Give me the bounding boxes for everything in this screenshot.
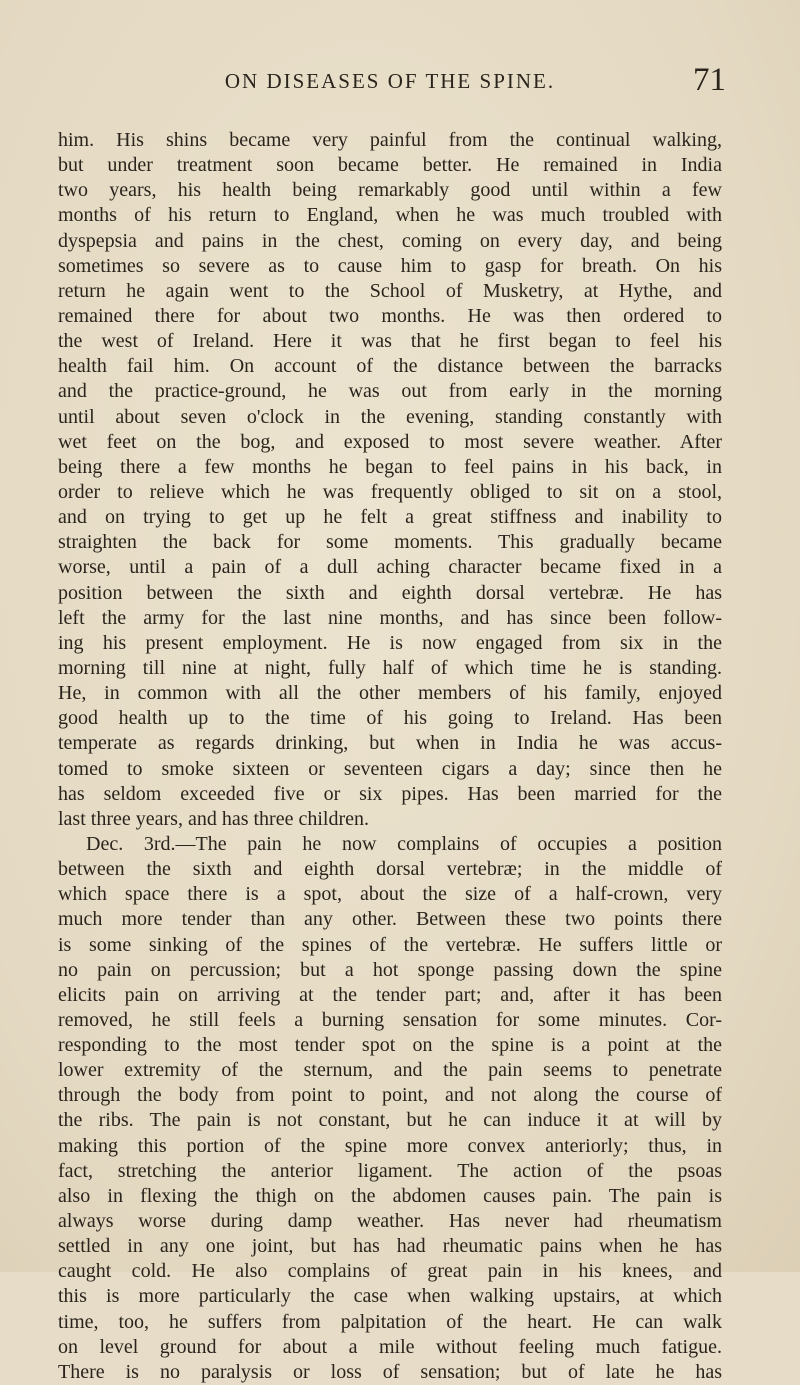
running-head xyxy=(60,62,726,106)
text-line: time, too, he suffers from palpitation of the heart. He can walk xyxy=(58,1310,722,1333)
text-line: position between the sixth and eighth dorsal vertebræ. He has xyxy=(58,581,722,604)
text-line: being there a few months he began to feel pains in his back, in xyxy=(58,455,722,478)
text-line: the ribs. The pain is not constant, but he can induce it at will by xyxy=(58,1109,722,1132)
text-line: elicits pain on arriving at the tender part; and, after it has been xyxy=(58,983,722,1006)
text-line: months of his return to England, when he was much troubled with xyxy=(58,204,722,227)
text-line: order to relieve which he was frequently obliged to sit on a stool, xyxy=(58,480,722,503)
text-line: health fail him. On account of the distance between the barracks xyxy=(58,355,722,378)
text-line: two years, his health being remarkably good until within a few xyxy=(58,179,722,202)
text-line: the west of Ireland. Here it was that he first began to feel his xyxy=(58,330,722,353)
text-line: responding to the most tender spot on the spine is a point at the xyxy=(58,1034,722,1057)
text-line: also in flexing the thigh on the abdomen causes pain. The pain is xyxy=(58,1184,722,1207)
text-line: no pain on percussion; but a hot sponge passing down the spine xyxy=(58,958,722,981)
text-line: last three years, and has three children. xyxy=(58,807,369,830)
text-line: always worse during damp weather. Has never had rheumatism xyxy=(58,1210,722,1233)
text-line: removed, he still feels a burning sensation for some minutes. Cor- xyxy=(58,1008,722,1031)
text-line: through the body from point to point, and not along the course of xyxy=(58,1084,722,1107)
running-title: ON DISEASES OF THE SPINE. xyxy=(224,69,556,93)
text-line: morning till nine at night, fully half of which time he is standing. xyxy=(58,656,722,679)
text-line: wet feet on the bog, and exposed to most severe weather. After xyxy=(58,430,722,453)
text-line: sometimes so severe as to cause him to gasp for breath. On his xyxy=(58,254,722,277)
text-line: fact, stretching the anterior ligament. The action of the psoas xyxy=(58,1159,722,1182)
text-line: settled in any one joint, but has had rheumatic pains when he has xyxy=(58,1235,722,1258)
text-line: this is more particularly the case when walking upstairs, at which xyxy=(58,1285,722,1308)
text-line: Dec. 3rd.—The pain he now complains of occupies a position xyxy=(86,832,722,855)
text-line: caught cold. He also complains of great pain in his knees, and xyxy=(58,1260,722,1283)
text-line: worse, until a pain of a dull aching character became fixed in a xyxy=(58,556,722,579)
text-line: remained there for about two months. He was then ordered to xyxy=(58,304,722,327)
text-line: which space there is a spot, about the size of a half-crown, very xyxy=(58,883,722,906)
body-text xyxy=(58,128,722,1385)
text-line: dyspepsia and pains in the chest, coming on every day, and being xyxy=(58,229,722,252)
text-line: much more tender than any other. Between these two points there xyxy=(58,908,722,931)
text-line: on level ground for about a mile without feeling much fatigue. xyxy=(58,1335,722,1358)
text-line: left the army for the last nine months, and has since been follow- xyxy=(58,606,722,629)
text-line: return he again went to the School of Musketry, at Hythe, and xyxy=(58,279,722,302)
text-line: has seldom exceeded five or six pipes. Has been married for the xyxy=(58,782,722,805)
text-line: good health up to the time of his going to Ireland. Has been xyxy=(58,707,722,730)
text-line: making this portion of the spine more convex anteriorly; thus, in xyxy=(58,1134,722,1157)
text-line: but under treatment soon became better. He remained in India xyxy=(58,154,722,177)
text-line: lower extremity of the sternum, and the pain seems to penetrate xyxy=(58,1059,722,1082)
text-line: is some sinking of the spines of the vertebræ. He suffers little or xyxy=(58,933,722,956)
page-number: 71 xyxy=(693,62,726,98)
text-line: between the sixth and eighth dorsal vertebræ; in the middle of xyxy=(58,858,722,881)
text-line: until about seven o'clock in the evening, standing constantly with xyxy=(58,405,722,428)
text-line: He, in common with all the other members of his family, enjoyed xyxy=(58,682,722,705)
text-line: tomed to smoke sixteen or seventeen cigars a day; since then he xyxy=(58,757,722,780)
text-line: and on trying to get up he felt a great stiffness and inability to xyxy=(58,506,722,529)
text-line: and the practice-ground, he was out from early in the morning xyxy=(58,380,722,403)
text-line: temperate as regards drinking, but when in India he was accus- xyxy=(58,732,722,755)
text-line: There is no paralysis or loss of sensation; but of late he has xyxy=(58,1360,722,1383)
text-line: him. His shins became very painful from the continual walking, xyxy=(58,129,722,151)
text-line: straighten the back for some moments. This gradually became xyxy=(58,531,722,554)
text-line: ing his present employment. He is now engaged from six in the xyxy=(58,631,722,654)
